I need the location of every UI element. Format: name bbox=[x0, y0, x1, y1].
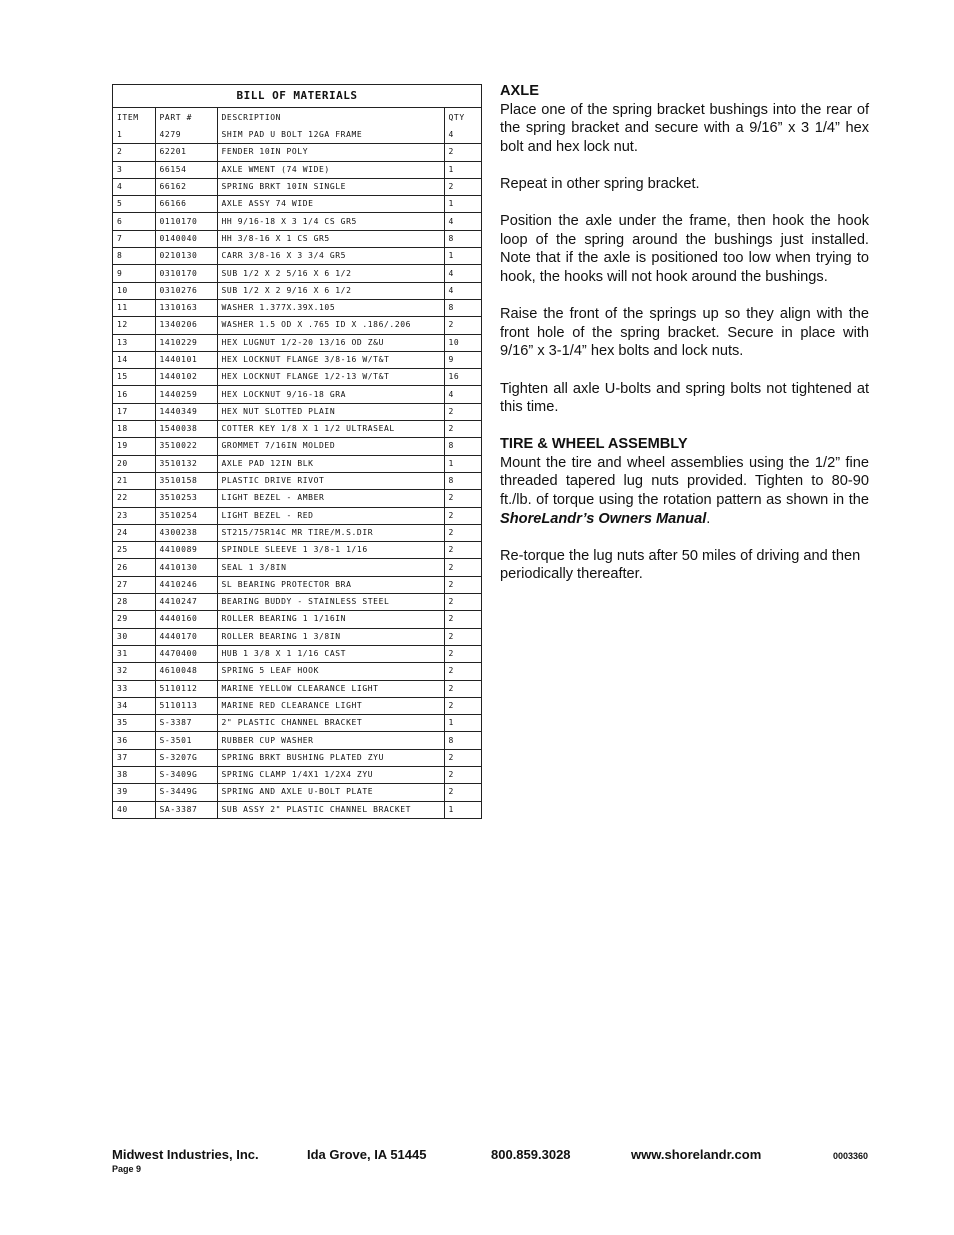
bom-cell-part: 5110112 bbox=[155, 680, 217, 697]
bom-cell-part: S-3409G bbox=[155, 766, 217, 783]
bom-cell-part: S-3387 bbox=[155, 715, 217, 732]
bom-cell-item: 7 bbox=[113, 230, 155, 247]
bom-cell-item: 15 bbox=[113, 369, 155, 386]
bom-cell-description: LIGHT BEZEL - RED bbox=[217, 507, 444, 524]
bom-cell-qty: 2 bbox=[444, 766, 481, 783]
footer-company: Midwest Industries, Inc. bbox=[112, 1147, 259, 1162]
bom-cell-item: 28 bbox=[113, 594, 155, 611]
bom-cell-qty: 2 bbox=[444, 421, 481, 438]
bom-cell-part: 1310163 bbox=[155, 299, 217, 316]
bom-cell-part: 4410247 bbox=[155, 594, 217, 611]
bom-cell-description: ROLLER BEARING 1 3/8IN bbox=[217, 628, 444, 645]
bom-cell-qty: 2 bbox=[444, 784, 481, 801]
bom-cell-part: 0210130 bbox=[155, 248, 217, 265]
bom-cell-description: HEX NUT SLOTTED PLAIN bbox=[217, 403, 444, 420]
bom-cell-qty: 16 bbox=[444, 369, 481, 386]
bom-cell-item: 9 bbox=[113, 265, 155, 282]
bom-cell-qty: 2 bbox=[444, 542, 481, 559]
bom-cell-qty: 2 bbox=[444, 144, 481, 161]
bom-cell-item: 16 bbox=[113, 386, 155, 403]
bom-cell-part: 4300238 bbox=[155, 524, 217, 541]
bom-cell-description: HEX LUGNUT 1/2-20 13/16 OD Z&U bbox=[217, 334, 444, 351]
bom-cell-qty: 2 bbox=[444, 611, 481, 628]
bom-cell-part: 0310170 bbox=[155, 265, 217, 282]
bom-row bbox=[113, 438, 481, 455]
bom-cell-description: MARINE RED CLEARANCE LIGHT bbox=[217, 697, 444, 714]
bom-row bbox=[113, 403, 481, 420]
footer-website: www.shorelandr.com bbox=[631, 1147, 762, 1162]
bom-cell-part: 0110170 bbox=[155, 213, 217, 230]
bom-row bbox=[113, 369, 481, 386]
bom-cell-item: 11 bbox=[113, 299, 155, 316]
bom-cell-qty: 1 bbox=[444, 196, 481, 213]
bom-cell-part: 4279 bbox=[155, 127, 217, 144]
bom-cell-qty: 4 bbox=[444, 213, 481, 230]
bom-cell-qty: 8 bbox=[444, 472, 481, 489]
bom-cell-part: 1410229 bbox=[155, 334, 217, 351]
bom-cell-part: S-3207G bbox=[155, 749, 217, 766]
bom-cell-item: 39 bbox=[113, 784, 155, 801]
bom-cell-item: 40 bbox=[113, 801, 155, 818]
bom-row bbox=[113, 576, 481, 593]
axle-step-3: Position the axle under the frame, then hook the hook loop of the spring around the bushings just installed. Note that if the axle is positioned too low when trying to hook, the hooks will not hook around the bushings. bbox=[500, 213, 869, 285]
bom-cell-description: COTTER KEY 1/8 X 1 1/2 ULTRASEAL bbox=[217, 421, 444, 438]
bom-cell-item: 35 bbox=[113, 715, 155, 732]
bom-row bbox=[113, 144, 481, 161]
bom-cell-item: 5 bbox=[113, 196, 155, 213]
bom-cell-item: 6 bbox=[113, 213, 155, 230]
bom-cell-item: 38 bbox=[113, 766, 155, 783]
bom-row bbox=[113, 542, 481, 559]
tire-step-1-text: Mount the tire and wheel assemblies using the 1/2” fine threaded tapered lug nuts provided. Tighten to 80-90 ft./lb. of torque using the rotation pattern as shown in the bbox=[500, 454, 869, 509]
bom-cell-item: 14 bbox=[113, 351, 155, 368]
bom-cell-qty: 2 bbox=[444, 559, 481, 576]
tire-heading: TIRE & WHEEL ASSEMBLY bbox=[500, 436, 688, 453]
bom-cell-description: SHIM PAD U BOLT 12GA FRAME bbox=[217, 127, 444, 144]
bom-cell-part: 1440259 bbox=[155, 386, 217, 403]
bom-cell-qty: 2 bbox=[444, 403, 481, 420]
bom-cell-part: 3510254 bbox=[155, 507, 217, 524]
bom-row bbox=[113, 524, 481, 541]
bom-cell-part: 0310276 bbox=[155, 282, 217, 299]
bom-cell-description: SUB ASSY 2" PLASTIC CHANNEL BRACKET bbox=[217, 801, 444, 818]
bom-row bbox=[113, 490, 481, 507]
bom-cell-qty: 1 bbox=[444, 715, 481, 732]
bom-cell-description: ROLLER BEARING 1 1/16IN bbox=[217, 611, 444, 628]
bom-cell-item: 33 bbox=[113, 680, 155, 697]
bom-row bbox=[113, 680, 481, 697]
bom-cell-qty: 2 bbox=[444, 628, 481, 645]
bom-cell-description: SPRING CLAMP 1/4X1 1/2X4 ZYU bbox=[217, 766, 444, 783]
bom-cell-description: SUB 1/2 X 2 9/16 X 6 1/2 bbox=[217, 282, 444, 299]
bom-row bbox=[113, 282, 481, 299]
bom-cell-description: SPRING 5 LEAF HOOK bbox=[217, 663, 444, 680]
bom-row bbox=[113, 766, 481, 783]
bom-row bbox=[113, 472, 481, 489]
bom-cell-description: HEX LOCKNUT 9/16-18 GRA bbox=[217, 386, 444, 403]
bom-row bbox=[113, 351, 481, 368]
bom-cell-qty: 2 bbox=[444, 524, 481, 541]
bom-row bbox=[113, 594, 481, 611]
bom-cell-description: AXLE ASSY 74 WIDE bbox=[217, 196, 444, 213]
bom-cell-qty: 2 bbox=[444, 645, 481, 662]
axle-step-1: Place one of the spring bracket bushings into the rear of the spring bracket and secure with a 9/16” x 3 1/4” hex bolt and hex lock nut. bbox=[500, 101, 869, 155]
bom-cell-description: WASHER 1.5 OD X .765 ID X .186/.206 bbox=[217, 317, 444, 334]
bom-cell-part: 4410089 bbox=[155, 542, 217, 559]
bom-cell-qty: 8 bbox=[444, 438, 481, 455]
bom-cell-item: 30 bbox=[113, 628, 155, 645]
bom-row bbox=[113, 248, 481, 265]
bom-cell-description: HH 9/16-18 X 3 1/4 CS GR5 bbox=[217, 213, 444, 230]
bom-cell-part: 62201 bbox=[155, 144, 217, 161]
bom-cell-item: 18 bbox=[113, 421, 155, 438]
bom-cell-qty: 1 bbox=[444, 248, 481, 265]
bom-cell-item: 10 bbox=[113, 282, 155, 299]
bom-row bbox=[113, 127, 481, 144]
bom-row bbox=[113, 732, 481, 749]
bom-cell-description: AXLE WMENT (74 WIDE) bbox=[217, 161, 444, 178]
bom-body bbox=[113, 127, 481, 818]
axle-step-4: Raise the front of the springs up so they align with the front hole of the spring bracket. Secure in place with 9/16” x 3-1/4” hex bolts and lock nuts. bbox=[500, 306, 869, 360]
bom-cell-description: HEX LOCKNUT FLANGE 3/8-16 W/T&T bbox=[217, 351, 444, 368]
bom-cell-description: SUB 1/2 X 2 5/16 X 6 1/2 bbox=[217, 265, 444, 282]
bom-cell-item: 36 bbox=[113, 732, 155, 749]
bom-row bbox=[113, 507, 481, 524]
bom-row bbox=[113, 628, 481, 645]
bom-cell-description: RUBBER CUP WASHER bbox=[217, 732, 444, 749]
bom-cell-description: CARR 3/8-16 X 3 3/4 GR5 bbox=[217, 248, 444, 265]
bom-cell-item: 3 bbox=[113, 161, 155, 178]
owners-manual-reference: ShoreLandr’s Owners Manual bbox=[500, 510, 707, 527]
bom-cell-qty: 2 bbox=[444, 317, 481, 334]
bom-cell-qty: 2 bbox=[444, 576, 481, 593]
bom-cell-part: 4470400 bbox=[155, 645, 217, 662]
bom-cell-qty: 4 bbox=[444, 265, 481, 282]
bom-row bbox=[113, 697, 481, 714]
bom-row bbox=[113, 784, 481, 801]
bom-cell-description: SL BEARING PROTECTOR BRA bbox=[217, 576, 444, 593]
bom-cell-description: HUB 1 3/8 X 1 1/16 CAST bbox=[217, 645, 444, 662]
footer-location: Ida Grove, IA 51445 bbox=[307, 1147, 427, 1162]
bom-cell-qty: 4 bbox=[444, 282, 481, 299]
bom-row bbox=[113, 299, 481, 316]
bom-row bbox=[113, 230, 481, 247]
tire-step-1-end: . bbox=[706, 510, 711, 527]
bom-cell-part: 3510253 bbox=[155, 490, 217, 507]
bom-cell-description: LIGHT BEZEL - AMBER bbox=[217, 490, 444, 507]
bom-cell-part: 0140040 bbox=[155, 230, 217, 247]
bom-cell-qty: 1 bbox=[444, 801, 481, 818]
bom-cell-part: 1440101 bbox=[155, 351, 217, 368]
bom-cell-part: 4410246 bbox=[155, 576, 217, 593]
bom-cell-qty: 2 bbox=[444, 663, 481, 680]
bom-cell-description: SPINDLE SLEEVE 1 3/8-1 1/16 bbox=[217, 542, 444, 559]
bom-cell-qty: 2 bbox=[444, 178, 481, 195]
bom-cell-description: ST215/75R14C MR TIRE/M.S.DIR bbox=[217, 524, 444, 541]
bom-row bbox=[113, 213, 481, 230]
bom-cell-qty: 9 bbox=[444, 351, 481, 368]
bom-cell-description: MARINE YELLOW CLEARANCE LIGHT bbox=[217, 680, 444, 697]
bom-cell-item: 32 bbox=[113, 663, 155, 680]
bom-row bbox=[113, 317, 481, 334]
bom-cell-item: 13 bbox=[113, 334, 155, 351]
bom-cell-qty: 2 bbox=[444, 749, 481, 766]
bom-cell-item: 34 bbox=[113, 697, 155, 714]
bom-cell-item: 20 bbox=[113, 455, 155, 472]
bom-row bbox=[113, 749, 481, 766]
bom-row bbox=[113, 715, 481, 732]
bom-row bbox=[113, 196, 481, 213]
bom-cell-description: BEARING BUDDY - STAINLESS STEEL bbox=[217, 594, 444, 611]
bom-cell-qty: 1 bbox=[444, 161, 481, 178]
bom-cell-part: 4440170 bbox=[155, 628, 217, 645]
bom-cell-qty: 4 bbox=[444, 386, 481, 403]
page-number: Page 9 bbox=[112, 1164, 142, 1174]
tire-step-2: Re-torque the lug nuts after 50 miles of driving and then periodically thereafter. bbox=[500, 547, 861, 583]
axle-heading: AXLE bbox=[500, 83, 539, 99]
bom-cell-item: 12 bbox=[113, 317, 155, 334]
bom-cell-description: SPRING AND AXLE U-BOLT PLATE bbox=[217, 784, 444, 801]
bom-cell-description: HH 3/8-16 X 1 CS GR5 bbox=[217, 230, 444, 247]
bom-cell-item: 19 bbox=[113, 438, 155, 455]
bom-cell-description: WASHER 1.377X.39X.105 bbox=[217, 299, 444, 316]
bom-cell-part: 1440102 bbox=[155, 369, 217, 386]
bom-cell-qty: 4 bbox=[444, 127, 481, 144]
footer-doc-code: 0003360 bbox=[833, 1151, 869, 1161]
bom-cell-item: 2 bbox=[113, 144, 155, 161]
header-item: ITEM bbox=[117, 113, 139, 122]
bom-cell-item: 31 bbox=[113, 645, 155, 662]
bom-cell-part: S-3501 bbox=[155, 732, 217, 749]
bom-cell-item: 25 bbox=[113, 542, 155, 559]
bom-row bbox=[113, 611, 481, 628]
footer-phone: 800.859.3028 bbox=[491, 1147, 571, 1162]
bom-cell-description: HEX LOCKNUT FLANGE 1/2-13 W/T&T bbox=[217, 369, 444, 386]
bom-cell-description: FENDER 10IN POLY bbox=[217, 144, 444, 161]
bom-cell-qty: 2 bbox=[444, 490, 481, 507]
bom-cell-qty: 8 bbox=[444, 230, 481, 247]
bom-cell-qty: 8 bbox=[444, 732, 481, 749]
bom-cell-part: SA-3387 bbox=[155, 801, 217, 818]
bom-cell-part: 3510132 bbox=[155, 455, 217, 472]
bom-cell-qty: 10 bbox=[444, 334, 481, 351]
bom-cell-part: 66162 bbox=[155, 178, 217, 195]
bom-row bbox=[113, 334, 481, 351]
bom-cell-description: GROMMET 7/16IN MOLDED bbox=[217, 438, 444, 455]
bom-row bbox=[113, 386, 481, 403]
bom-cell-item: 37 bbox=[113, 749, 155, 766]
bom-cell-qty: 2 bbox=[444, 680, 481, 697]
bom-row bbox=[113, 161, 481, 178]
bom-cell-qty: 2 bbox=[444, 594, 481, 611]
bom-row bbox=[113, 559, 481, 576]
header-part: PART # bbox=[155, 108, 217, 127]
axle-step-2: Repeat in other spring bracket. bbox=[500, 175, 700, 192]
bom-row bbox=[113, 663, 481, 680]
bom-grid bbox=[113, 108, 481, 818]
tire-step-1 bbox=[500, 454, 869, 528]
bom-cell-description: 2" PLASTIC CHANNEL BRACKET bbox=[217, 715, 444, 732]
bom-row bbox=[113, 421, 481, 438]
bill-of-materials-table bbox=[112, 84, 482, 819]
bom-cell-item: 29 bbox=[113, 611, 155, 628]
bom-row bbox=[113, 455, 481, 472]
instructions bbox=[500, 82, 869, 603]
bom-cell-item: 22 bbox=[113, 490, 155, 507]
bom-cell-part: 3510022 bbox=[155, 438, 217, 455]
bom-row bbox=[113, 645, 481, 662]
bom-cell-qty: 2 bbox=[444, 697, 481, 714]
header-qty: QTY bbox=[444, 108, 481, 127]
bom-cell-part: 1340206 bbox=[155, 317, 217, 334]
bom-cell-description: AXLE PAD 12IN BLK bbox=[217, 455, 444, 472]
bom-row bbox=[113, 178, 481, 195]
bom-cell-item: 17 bbox=[113, 403, 155, 420]
bom-cell-part: 1540038 bbox=[155, 421, 217, 438]
bom-title: BILL OF MATERIALS bbox=[113, 85, 481, 108]
bom-cell-part: 66166 bbox=[155, 196, 217, 213]
bom-cell-item: 21 bbox=[113, 472, 155, 489]
bom-cell-item: 26 bbox=[113, 559, 155, 576]
bom-cell-item: 27 bbox=[113, 576, 155, 593]
bom-cell-description: SPRING BRKT 10IN SINGLE bbox=[217, 178, 444, 195]
bom-cell-part: 5110113 bbox=[155, 697, 217, 714]
bom-cell-qty: 1 bbox=[444, 455, 481, 472]
bom-row bbox=[113, 801, 481, 818]
bom-cell-item: 4 bbox=[113, 178, 155, 195]
bom-cell-part: 1440349 bbox=[155, 403, 217, 420]
bom-cell-part: 3510158 bbox=[155, 472, 217, 489]
bom-cell-part: 4410130 bbox=[155, 559, 217, 576]
bom-cell-part: S-3449G bbox=[155, 784, 217, 801]
bom-cell-description: SEAL 1 3/8IN bbox=[217, 559, 444, 576]
bom-header-row bbox=[113, 108, 481, 127]
axle-step-5: Tighten all axle U-bolts and spring bolts not tightened at this time. bbox=[500, 380, 869, 416]
bom-cell-item: 1 bbox=[117, 130, 123, 140]
bom-cell-part: 4610048 bbox=[155, 663, 217, 680]
bom-cell-description: PLASTIC DRIVE RIVOT bbox=[217, 472, 444, 489]
bom-cell-qty: 8 bbox=[444, 299, 481, 316]
bom-cell-qty: 2 bbox=[444, 507, 481, 524]
bom-cell-item: 23 bbox=[113, 507, 155, 524]
bom-cell-part: 4440160 bbox=[155, 611, 217, 628]
bom-cell-item: 8 bbox=[113, 248, 155, 265]
bom-cell-item: 24 bbox=[113, 524, 155, 541]
bom-cell-part: 66154 bbox=[155, 161, 217, 178]
bom-cell-description: SPRING BRKT BUSHING PLATED ZYU bbox=[217, 749, 444, 766]
bom-row bbox=[113, 265, 481, 282]
header-description: DESCRIPTION bbox=[217, 108, 444, 127]
